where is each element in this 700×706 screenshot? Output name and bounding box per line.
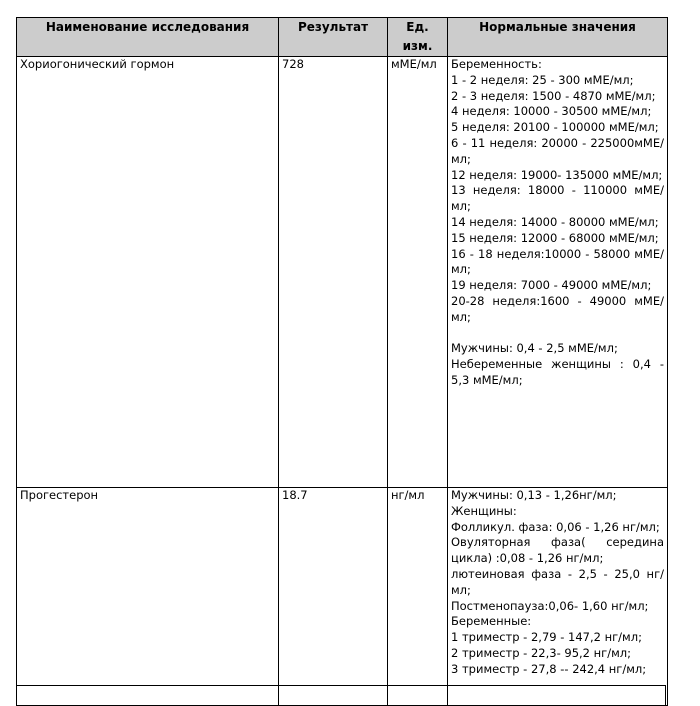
next-table-border — [16, 685, 666, 705]
norm-line: 14 неделя: 14000 - 80000 мМЕ/мл; — [451, 214, 659, 229]
header-norm: Нормальные значения — [448, 18, 668, 57]
norm-line: 1 триместр - 2,79 - 147,2 нг/мл; — [451, 630, 642, 645]
norm-line: Беременность: — [451, 57, 542, 71]
test-name: Прогестерон — [17, 488, 279, 706]
norm-line: 15 неделя: 12000 - 68000 мМЕ/мл; — [451, 230, 659, 245]
norm-line: 16 - 18 неделя:10000 - 58000 мМЕ/мл; — [451, 246, 664, 277]
norm-line: 1 - 2 неделя: 25 - 300 мМЕ/мл; — [451, 72, 634, 87]
norm-line: 2 - 3 неделя: 1500 - 4870 мМЕ/мл; — [451, 88, 656, 103]
table-row — [17, 488, 668, 706]
test-unit: нг/мл — [388, 488, 448, 706]
header-name: Наименование исследования — [17, 18, 279, 57]
test-unit: мМЕ/мл — [388, 57, 448, 488]
norm-line: Фолликул. фаза: 0,06 - 1,26 нг/мл; — [451, 519, 660, 534]
norm-line: 3 триместр - 27,8 -- 242,4 нг/мл; — [451, 661, 647, 676]
norm-line: 12 неделя: 19000- 135000 мМЕ/мл; — [451, 167, 663, 182]
header-result: Результат — [279, 18, 388, 57]
norm-line: Мужчины: 0,4 - 2,5 мМЕ/мл; — [451, 341, 618, 356]
norm-line: Женщины: — [451, 503, 517, 518]
norm-line: 13 неделя: 18000 - 110000 мМЕ/мл; — [451, 183, 664, 214]
norm-line: Постменопауза:0,06- 1,60 нг/мл; — [451, 598, 649, 613]
norm-line: Мужчины: 0,13 - 1,26нг/мл; — [451, 488, 617, 502]
norm-line: 6 - 11 неделя: 20000 - 225000мМЕ/мл; — [451, 135, 664, 166]
norm-line: 20-28 неделя:1600 - 49000 мМЕ/мл; — [451, 293, 664, 324]
norm-line: 4 неделя: 10000 - 30500 мМЕ/мл; — [451, 104, 652, 119]
test-norms — [448, 57, 668, 488]
norm-line: Овуляторная фаза( середина цикла) :0,08 - 1,26 нг/мл; — [451, 535, 664, 566]
results-table — [16, 17, 668, 706]
norm-line: лютеиновая фаза - 2,5 - 25,0 нг/мл; — [451, 566, 664, 597]
test-result: 18.7 — [279, 488, 388, 706]
header-unit: Ед. изм. — [388, 18, 448, 57]
test-norms — [448, 488, 668, 706]
norm-line: 5 неделя: 20100 - 100000 мМЕ/мл; — [451, 120, 659, 135]
norm-line: 19 неделя: 7000 - 49000 мМЕ/мл; — [451, 278, 652, 293]
norm-line: Беременные: — [451, 614, 532, 629]
table-header-row — [17, 18, 668, 57]
norm-line-spacer — [451, 326, 664, 342]
norm-line: 2 триместр - 22,3- 95,2 нг/мл; — [451, 645, 631, 660]
table-row — [17, 57, 668, 488]
test-name: Хориогонический гормон — [17, 57, 279, 488]
test-result: 728 — [279, 57, 388, 488]
norm-line: Небеременные женщины : 0,4 - 5,3 мМЕ/мл; — [451, 357, 664, 387]
